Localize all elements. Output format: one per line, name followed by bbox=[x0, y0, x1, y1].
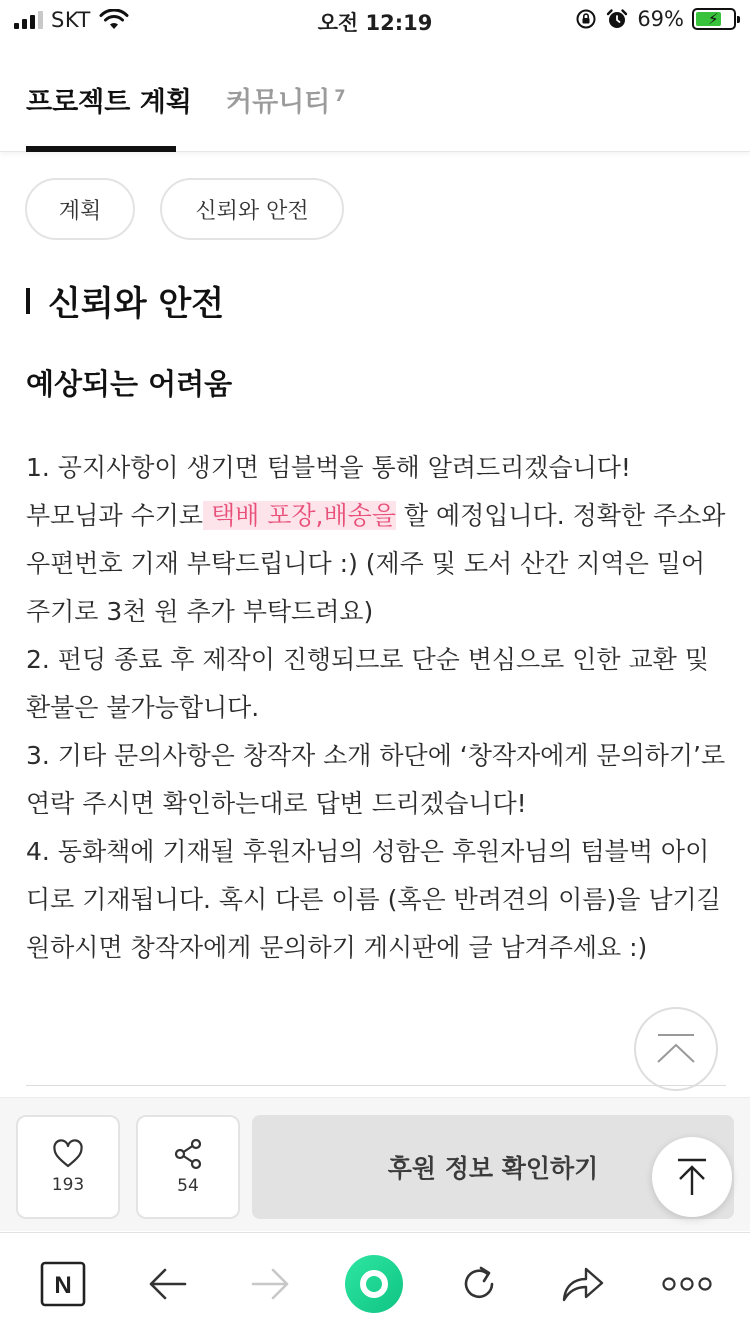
carrier-label: SKT bbox=[51, 8, 91, 32]
notice-paragraph-3: 2. 펀딩 종료 후 제작이 진행되므로 단순 변심으로 인한 교환 및 환불은 불가능합니다. bbox=[26, 645, 709, 722]
notice-paragraph-1: 1. 공지사항이 생기면 텀블벅을 통해 알려드리겠습니다! bbox=[26, 453, 631, 482]
more-dots-icon bbox=[662, 1276, 712, 1292]
refresh-button[interactable] bbox=[454, 1259, 504, 1309]
forward-button[interactable] bbox=[246, 1259, 296, 1309]
refresh-icon bbox=[458, 1263, 500, 1305]
section-title bbox=[26, 276, 224, 325]
title-accent-bar bbox=[26, 288, 30, 314]
chip-plan[interactable]: 계획 bbox=[25, 178, 135, 240]
status-right bbox=[575, 7, 736, 31]
project-tabs bbox=[0, 40, 750, 152]
green-dot-icon bbox=[343, 1253, 405, 1315]
notice-paragraph-2 bbox=[26, 492, 726, 636]
scroll-to-top-button[interactable] bbox=[652, 1137, 732, 1217]
green-dot-button[interactable] bbox=[343, 1253, 405, 1315]
arrow-to-top-icon bbox=[674, 1157, 710, 1197]
highlighted-text: 택배 포장,배송을 bbox=[203, 501, 396, 530]
status-bar bbox=[0, 0, 750, 40]
divider bbox=[26, 1085, 726, 1086]
chevron-up-icon bbox=[654, 1032, 698, 1066]
back-button[interactable] bbox=[142, 1259, 192, 1309]
share-arrow-icon bbox=[560, 1264, 606, 1304]
like-button[interactable] bbox=[16, 1115, 120, 1219]
p2-before: 부모님과 수기로 bbox=[26, 501, 203, 530]
action-bar bbox=[0, 1097, 750, 1231]
share-icon bbox=[172, 1138, 204, 1170]
naver-icon bbox=[40, 1261, 86, 1307]
arrow-right-icon bbox=[251, 1267, 291, 1301]
naver-home-button[interactable] bbox=[38, 1259, 88, 1309]
alarm-icon bbox=[605, 8, 629, 30]
status-time: 오전 12:19 bbox=[317, 11, 433, 35]
battery-percent: 69% bbox=[637, 7, 684, 31]
active-tab-indicator bbox=[26, 146, 176, 152]
arrow-left-icon bbox=[147, 1267, 187, 1301]
share-button[interactable] bbox=[136, 1115, 240, 1219]
rotation-lock-icon bbox=[575, 8, 597, 30]
naver-letter: N bbox=[54, 1272, 72, 1299]
notice-paragraph-4: 3. 기타 문의사항은 창작자 소개 하단에 ‘창작자에게 문의하기’로 연락 주시면 확인하는대로 답변 드리겠습니다! bbox=[26, 741, 726, 818]
heart-icon bbox=[52, 1139, 84, 1169]
battery-icon: ⚡ bbox=[692, 8, 736, 30]
section-title-text: 신뢰와 안전 bbox=[48, 284, 225, 324]
body-content bbox=[26, 444, 726, 972]
sub-title: 예상되는 어려움 bbox=[26, 367, 233, 401]
tab-project-plan[interactable]: 프로젝트 계획 bbox=[26, 87, 192, 118]
community-count-badge: 7 bbox=[334, 86, 346, 105]
notice-paragraph-5: 4. 동화책에 기재될 후원자님의 성함은 후원자님의 텀블벅 아이디로 기재됩니다. 혹시 다른 이름 (혹은 반려견의 이름)을 남기길 원하시면 창작자에게 문의하기 게시판에 글 남겨주세요 :) bbox=[26, 837, 721, 962]
browser-share-button[interactable] bbox=[558, 1259, 608, 1309]
p2-after: 할 예정입니다. 정확한 주소와 우편번호 기재 부탁드립니다 :) (제주 및 도서 산간 지역은 밀어주기로 3천 원 추가 부탁드려요) bbox=[26, 501, 726, 626]
tab-community[interactable] bbox=[226, 80, 345, 119]
tab-community-label: 커뮤니티 bbox=[226, 87, 331, 118]
browser-toolbar bbox=[0, 1232, 750, 1334]
like-count: 193 bbox=[51, 1175, 85, 1195]
scroll-up-button[interactable] bbox=[634, 1007, 718, 1091]
share-count: 54 bbox=[177, 1176, 199, 1196]
more-button[interactable] bbox=[662, 1259, 712, 1309]
chip-trust-safety[interactable]: 신뢰와 안전 bbox=[160, 178, 344, 240]
check-funding-info-button[interactable]: 후원 정보 확인하기 bbox=[252, 1115, 734, 1219]
